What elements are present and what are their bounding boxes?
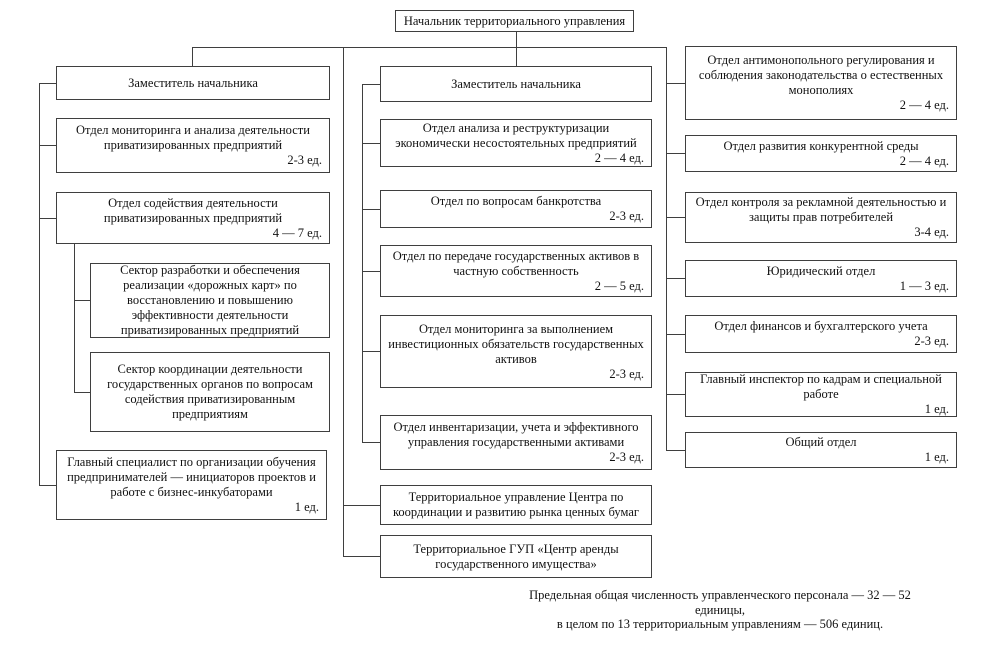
org-box-title: Отдел мониторинга за выполнением инвестиционных обязательств государственных активов: [388, 321, 644, 366]
connector-main-horizontal: [192, 47, 667, 48]
connector-stub: [666, 450, 685, 451]
org-box-headcount: 1 ед.: [924, 450, 949, 464]
org-box-analysis-restructuring-dept: [380, 119, 652, 167]
connector-stub: [666, 217, 685, 218]
connector-stub: [666, 334, 685, 335]
org-box-headcount: 4 — 7 ед.: [272, 225, 322, 240]
connector-left-drop: [192, 47, 193, 66]
org-box-hr-inspector: [685, 372, 957, 417]
org-box-title: Сектор разработки и обеспечения реализации «дорожных карт» по восстановлению и повышению эффективности деятельности приватизированных предприятий: [120, 263, 300, 337]
org-box-legal-dept: [685, 260, 957, 297]
org-box-title: Юридический отдел: [766, 263, 876, 278]
connector-right-spine: [666, 47, 667, 451]
org-box-sector-coordination: [90, 352, 330, 432]
org-box-antimonopoly-dept: [685, 46, 957, 120]
org-box-title: Начальник территориального управления: [403, 13, 626, 28]
org-box-headcount: 2 — 4 ед.: [594, 150, 644, 165]
org-box-headcount: 2 — 4 ед.: [899, 153, 949, 168]
org-box-general-dept: [685, 432, 957, 468]
org-box-title: Отдел контроля за рекламной деятельностью и защиты прав потребителей: [695, 195, 947, 224]
org-box-headcount: 2-3 ед.: [287, 153, 322, 167]
headcount-footnote: [460, 588, 980, 632]
connector-stub: [74, 300, 90, 301]
connector-stub: [362, 143, 380, 144]
org-box-investment-monitoring-dept: [380, 315, 652, 388]
connector-stub: [362, 271, 380, 272]
org-box-title: Главный специалист по организации обучения предпринимателей — инициаторов проектов и работе с бизнес-инкубаторами: [67, 455, 316, 499]
connector-stub: [39, 218, 56, 219]
connector-stub: [362, 84, 380, 85]
org-box-head-of-territorial-administration: [395, 10, 634, 32]
org-box-title: Отдел инвентаризации, учета и эффективного управления государственными активами: [393, 420, 639, 449]
org-box-headcount: 3-4 ед.: [914, 225, 949, 239]
org-box-headcount: 2 — 5 ед.: [594, 278, 644, 293]
org-box-sector-roadmaps: [90, 263, 330, 338]
org-box-advertising-control-dept: [685, 192, 957, 243]
connector-left-spine: [39, 83, 40, 486]
connector-stub: [39, 485, 56, 486]
connector-top-drop: [516, 32, 517, 66]
org-box-title: Отдел по передаче государственных активов в частную собственность: [392, 248, 640, 278]
org-box-title: Отдел по вопросам банкротства: [430, 194, 602, 208]
connector-mid-spine: [343, 47, 344, 557]
connector-stub: [343, 556, 380, 557]
org-box-middle-deputy: [380, 66, 652, 102]
connector-stub: [666, 278, 685, 279]
org-box-headcount: 2 — 4 ед.: [899, 98, 949, 112]
org-box-bankruptcy-dept: [380, 190, 652, 228]
connector-stub: [362, 209, 380, 210]
org-box-title: Отдел антимонопольного регулирования и соблюдения законодательства о естественных монополиях: [698, 53, 944, 97]
org-box-headcount: 1 ед.: [924, 402, 949, 416]
org-box-title: Отдел анализа и реструктуризации экономически несостоятельных предприятий: [395, 120, 637, 150]
org-box-title: Отдел развития конкурентной среды: [723, 138, 919, 153]
org-box-assets-transfer-dept: [380, 245, 652, 297]
org-box-title: Заместитель начальника: [128, 75, 258, 90]
connector-stub: [666, 394, 685, 395]
connector-left-sub-spine: [74, 244, 75, 393]
connector-stub: [362, 442, 380, 443]
org-box-title: Отдел мониторинга и анализа деятельности приватизированных предприятий: [76, 123, 310, 152]
org-box-securities-market-center: [380, 485, 652, 525]
org-box-headcount: 2-3 ед.: [609, 450, 644, 464]
org-box-state-property-rent-gup: [380, 535, 652, 578]
org-box-competition-dept: [685, 135, 957, 172]
org-box-headcount: 1 ед.: [294, 500, 319, 514]
org-box-title: Отдел содействия деятельности приватизированных предприятий: [103, 195, 283, 225]
connector-stub: [666, 153, 685, 154]
org-box-title: Отдел финансов и бухгалтерского учета: [714, 319, 928, 333]
org-box-finance-accounting-dept: [685, 315, 957, 353]
org-box-chief-specialist-training: [56, 450, 327, 520]
connector-stub: [39, 145, 56, 146]
org-box-title: Главный инспектор по кадрам и специальной работе: [700, 372, 942, 401]
org-box-headcount: 1 — 3 ед.: [899, 278, 949, 293]
org-box-left-deputy: [56, 66, 330, 100]
org-box-headcount: 2-3 ед.: [914, 334, 949, 348]
org-box-headcount: 2-3 ед.: [609, 209, 644, 223]
org-box-title: Сектор координации деятельности государственных органов по вопросам содействия приватизированным предприятиям: [107, 362, 313, 421]
connector-stub: [666, 83, 685, 84]
org-box-assistance-dept: [56, 192, 330, 244]
org-box-inventory-dept: [380, 415, 652, 470]
connector-stub: [74, 392, 90, 393]
footnote-line-1: Предельная общая численность управленческого персонала — 32 — 52: [529, 588, 911, 602]
org-box-title: Заместитель начальника: [451, 76, 581, 91]
footnote-line-3: в целом по 13 территориальным управлениям — 506 единиц.: [556, 617, 884, 631]
org-box-title: Территориальное ГУП «Центр аренды государственного имущества»: [413, 541, 619, 571]
connector-stub: [362, 351, 380, 352]
org-box-title: Общий отдел: [785, 435, 857, 449]
org-box-headcount: 2-3 ед.: [609, 366, 644, 381]
connector-stub: [39, 83, 56, 84]
org-box-monitoring-analysis-dept: [56, 118, 330, 173]
org-box-title: Территориальное управление Центра по координации и развитию рынка ценных бумаг: [392, 490, 639, 519]
footnote-line-2: единицы,: [694, 602, 746, 617]
connector-stub: [343, 505, 380, 506]
connector-mid-sub-spine: [362, 84, 363, 443]
